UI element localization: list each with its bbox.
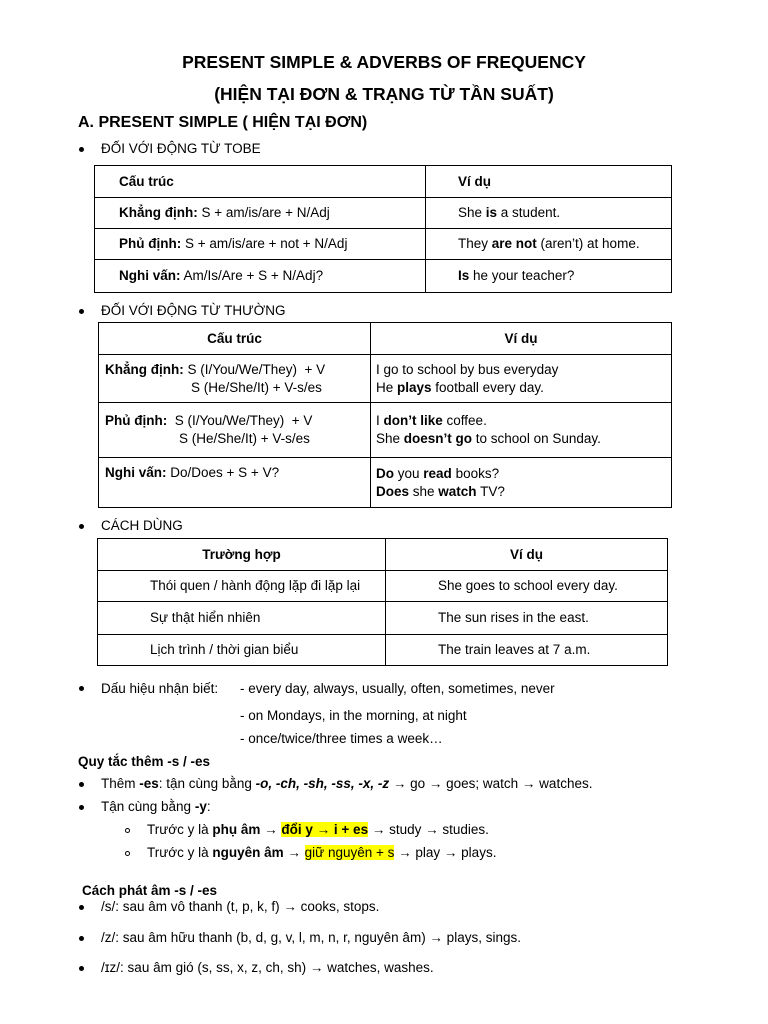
bullet-icon bbox=[79, 936, 84, 941]
signs-line: - every day, always, usually, often, sometimes, never bbox=[240, 681, 555, 696]
pronunciation-line: /s/: sau âm vô thanh (t, p, k, f) → cooks, stops. bbox=[101, 899, 380, 914]
table-row: Khẳng định: S (I/You/We/They) + V S (He/She/It) + V-s/es I go to school by bus everyday He plays football every day. bbox=[99, 355, 672, 403]
table-row: Khẳng định: S + am/is/are + N/Adj She is a student. bbox=[95, 198, 672, 229]
document-title: PRESENT SIMPLE & ADVERBS OF FREQUENCY bbox=[182, 52, 586, 72]
bullet-icon bbox=[79, 686, 84, 691]
rule-y: Tận cùng bằng -y: bbox=[101, 799, 211, 814]
table-row: Nghi vấn: Do/Does + S + V? Do you read books? Does she watch TV? bbox=[99, 458, 672, 508]
table-row: Nghi vấn: Am/Is/Are + S + N/Adj? Is he your teacher? bbox=[95, 260, 672, 293]
tobe-col-structure: Cấu trúc bbox=[95, 166, 426, 198]
pronunciation-line: /z/: sau âm hữu thanh (b, d, g, v, l, m, n, r, nguyên âm) → plays, sings. bbox=[101, 930, 521, 945]
usage-col-case: Trường hợp bbox=[98, 539, 386, 571]
bullet-icon bbox=[79, 966, 84, 971]
pronunciation-heading: Cách phát âm -s / -es bbox=[82, 883, 218, 898]
rule-y-vowel: Trước y là nguyên âm → giữ nguyên + s → play → plays. bbox=[147, 845, 497, 860]
bullet-icon bbox=[79, 147, 84, 152]
tobe-table bbox=[94, 165, 672, 293]
normal-verb-table bbox=[98, 322, 672, 508]
usage-heading: CÁCH DÙNG bbox=[101, 518, 183, 533]
normal-col-example: Ví dụ bbox=[371, 323, 672, 355]
usage-col-example: Ví dụ bbox=[386, 539, 668, 571]
tobe-heading: ĐỐI VỚI ĐỘNG TỪ TOBE bbox=[101, 141, 261, 156]
normal-verb-heading: ĐỐI VỚI ĐỘNG TỪ THƯỜNG bbox=[101, 303, 286, 318]
sub-bullet-icon bbox=[125, 851, 130, 856]
bullet-icon bbox=[79, 905, 84, 910]
table-row: Sự thật hiển nhiên The sun rises in the east. bbox=[98, 602, 668, 635]
normal-col-structure: Cấu trúc bbox=[99, 323, 371, 355]
table-row: Thói quen / hành động lặp đi lặp lại She goes to school every day. bbox=[98, 571, 668, 602]
document-subtitle: (HIỆN TẠI ĐƠN & TRẠNG TỪ TẦN SUẤT) bbox=[214, 84, 554, 104]
signs-line: - on Mondays, in the morning, at night bbox=[240, 708, 467, 723]
bullet-icon bbox=[79, 805, 84, 810]
bullet-icon bbox=[79, 524, 84, 529]
table-row: Phủ định: S + am/is/are + not + N/Adj They are not (aren’t) at home. bbox=[95, 229, 672, 260]
bullet-icon bbox=[79, 782, 84, 787]
signs-label: Dấu hiệu nhận biết: bbox=[101, 681, 219, 696]
sub-bullet-icon bbox=[125, 828, 130, 833]
tobe-col-example: Ví dụ bbox=[426, 166, 672, 198]
signs-line: - once/twice/three times a week… bbox=[240, 731, 443, 746]
usage-table bbox=[97, 538, 668, 666]
rule-y-consonant: Trước y là phụ âm → đổi y → i + es → study → studies. bbox=[147, 822, 489, 837]
pronunciation-line: /ɪz/: sau âm gió (s, ss, x, z, ch, sh) → watches, washes. bbox=[101, 960, 434, 975]
rule-es: Thêm -es: tận cùng bằng -o, -ch, -sh, -ss, -x, -z → go → goes; watch → watches. bbox=[101, 776, 593, 791]
table-row: Lịch trình / thời gian biểu The train leaves at 7 a.m. bbox=[98, 635, 668, 666]
bullet-icon bbox=[79, 309, 84, 314]
table-row: Phủ định: S (I/You/We/They) + V S (He/She/It) + V-s/es I don’t like coffee. She doesn’t go to school on Sunday. bbox=[99, 403, 672, 458]
section-a-heading: A. PRESENT SIMPLE ( HIỆN TẠI ĐƠN) bbox=[78, 114, 368, 131]
rules-heading: Quy tắc thêm -s / -es bbox=[78, 754, 211, 769]
